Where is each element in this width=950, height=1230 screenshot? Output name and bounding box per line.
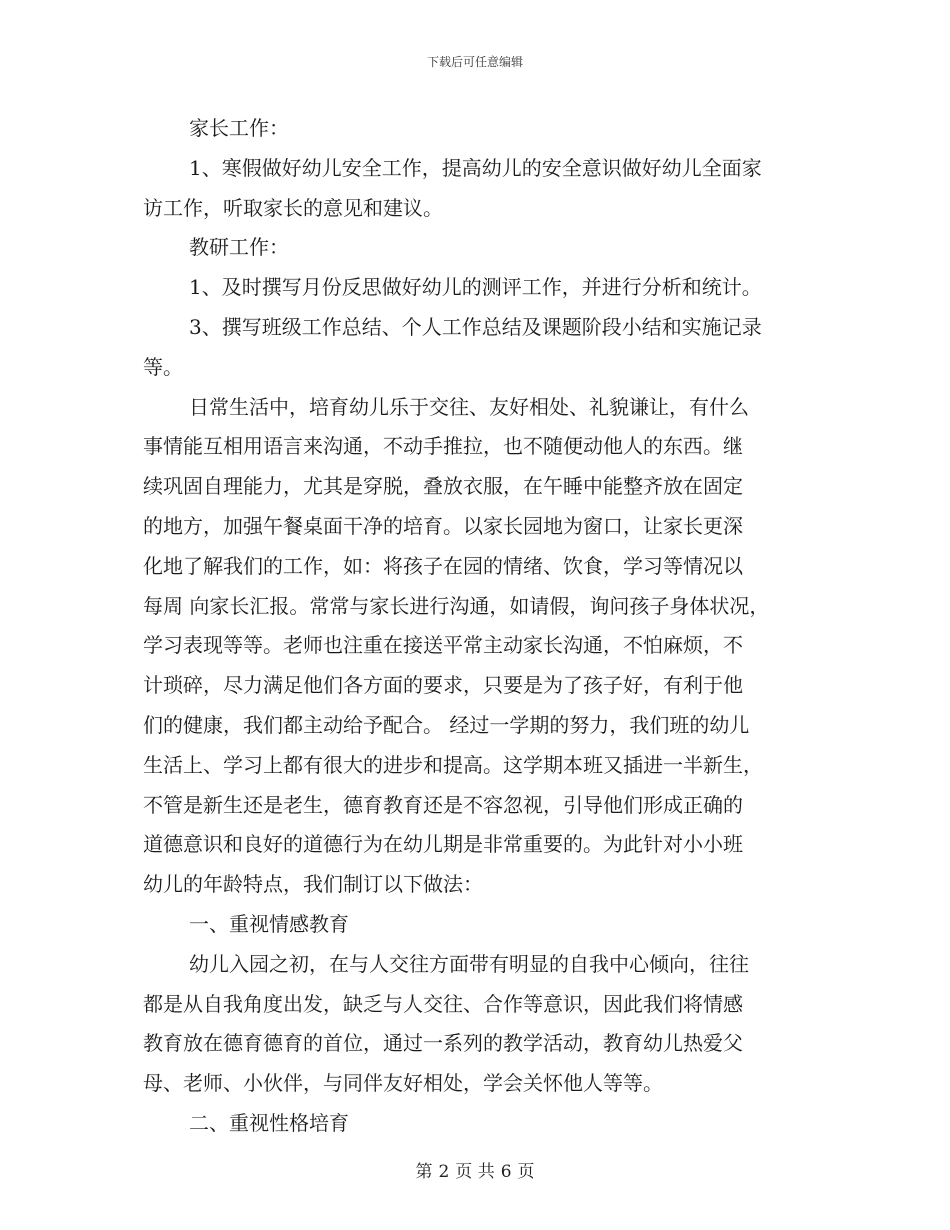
page-header: 下载后可任意编辑: [426, 55, 523, 69]
text-line: 等。: [143, 354, 183, 379]
text-line: 教研工作：: [189, 235, 289, 260]
text-line: 幼儿的年龄特点，我们制订以下做法：: [143, 872, 483, 897]
text-line: 计琐碎，尽力满足他们各方面的要求，只要是为了孩子好，有利于他: [143, 673, 743, 698]
text-line: 3、撰写班级工作总结、个人工作总结及课题阶段小结和实施记录: [189, 314, 762, 339]
text-line: 学习表现等等。老师也注重在接送平常主动家长沟通，不怕麻烦，不: [143, 633, 743, 658]
text-line: 道德意识和良好的道德行为在幼儿期是非常重要的。为此针对小小班: [143, 832, 743, 857]
text-line: 1、及时撰写月份反思做好幼儿的测评工作，并进行分析和统计。: [189, 275, 762, 300]
text-line: 不管是新生还是老生，德育教育还是不容忽视，引导他们形成正确的: [143, 792, 743, 817]
document-body: [143, 109, 811, 1144]
text-line: 们的健康，我们都主动给予配合。 经过一学期的努力，我们班的幼儿: [143, 712, 750, 737]
text-line: 事情能互相用语言来沟通，不动手推拉，也不随便动他人的东西。继: [143, 434, 743, 459]
text-line: 续巩固自理能力，尤其是穿脱，叠放衣服，在午睡中能整齐放在固定: [143, 474, 743, 499]
text-line: 家长工作：: [189, 116, 289, 140]
text-line: 化地了解我们的工作，如：将孩子在园的情绪、饮食，学习等情况以: [143, 553, 743, 578]
text-line: 日常生活中，培育幼儿乐于交往、友好相处、礼貌谦让，有什么: [189, 394, 749, 419]
text-line: 二、重视性格培育: [189, 1110, 349, 1135]
text-line: 1、寒假做好幼儿安全工作，提高幼儿的安全意识做好幼儿全面家: [189, 155, 762, 180]
text-line: 的地方，加强午餐桌面干净的培育。以家长园地为窗口，让家长更深: [143, 513, 743, 538]
footer-total-pages: 6: [500, 1162, 512, 1182]
text-line: 一、重视情感教育: [189, 911, 349, 936]
page-footer: [0, 1157, 950, 1182]
text-line: 教育放在德育德育的首位，通过一系列的教学活动，教育幼儿热爱父: [143, 1031, 743, 1056]
text-line: 母、老师、小伙伴，与同伴友好相处，学会关怀他人等等。: [143, 1071, 663, 1096]
text-line: 生活上、学习上都有很大的进步和提高。这学期本班又插进一半新生，: [143, 752, 763, 777]
footer-prefix: 第: [415, 1162, 433, 1182]
footer-middle: 页 共: [455, 1162, 495, 1182]
text-line: 都是从自我角度出发，缺乏与人交往、合作等意识，因此我们将情感: [143, 991, 743, 1016]
text-line: 访工作，听取家长的意见和建议。: [143, 195, 443, 220]
text-line: 幼儿入园之初，在与人交往方面带有明显的自我中心倾向，往往: [189, 951, 749, 976]
footer-current-page: 2: [438, 1162, 450, 1182]
text-line: 每周 向家长汇报。常常与家长进行沟通，如请假，询问孩子身体状况，: [143, 593, 770, 618]
footer-suffix: 页: [517, 1162, 535, 1182]
